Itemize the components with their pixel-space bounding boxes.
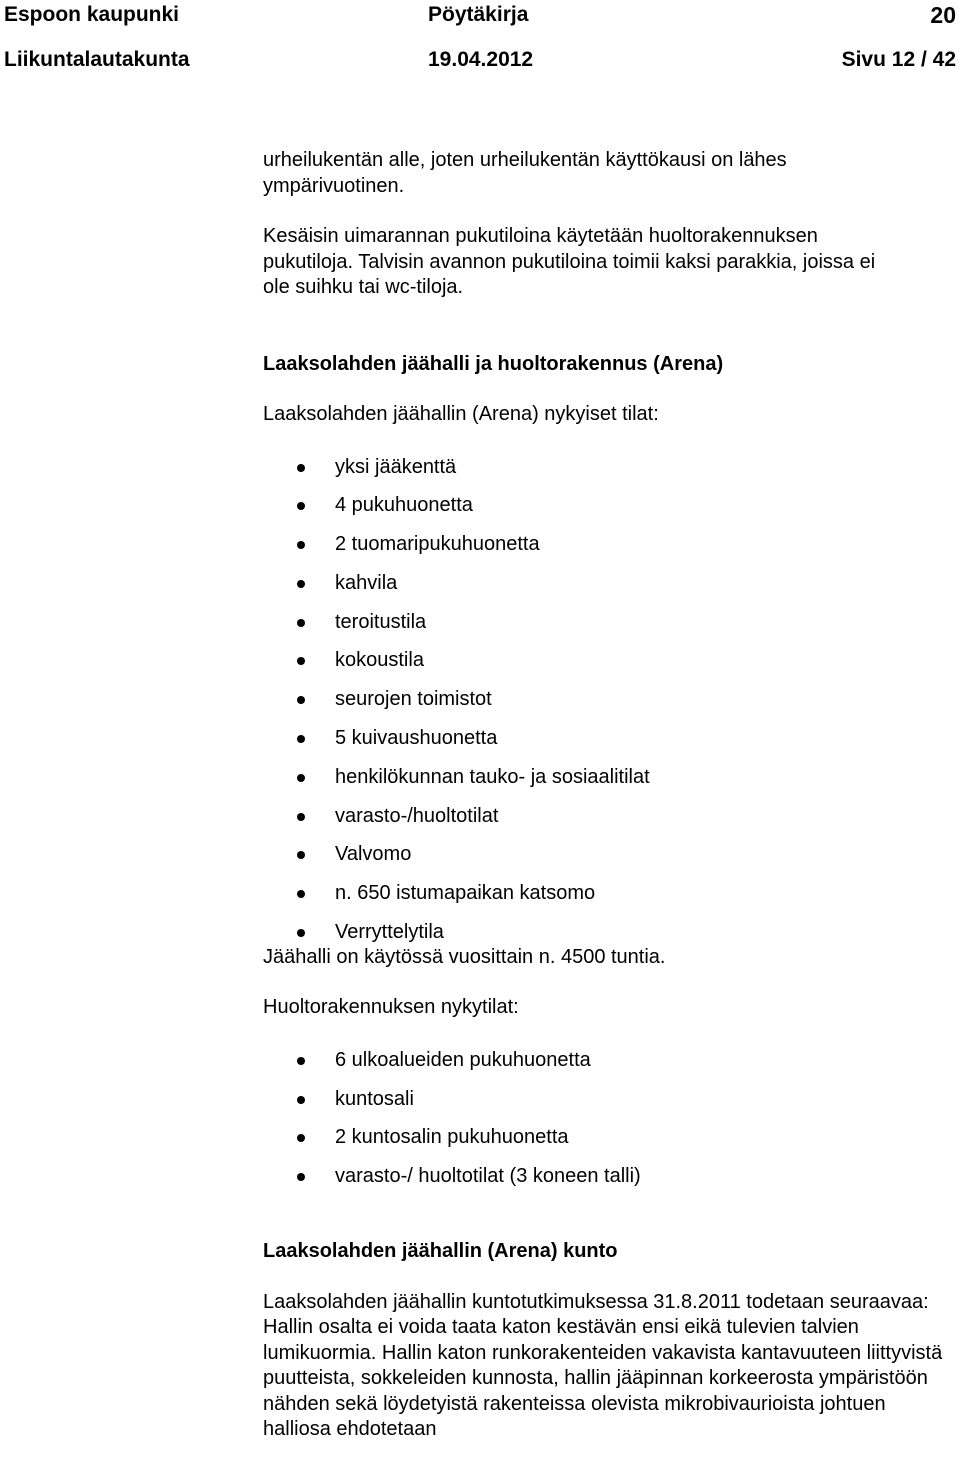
arena-heading: Laaksolahden jäähalli ja huoltorakennus (Arena) bbox=[263, 352, 724, 375]
list-item: teroitustila bbox=[263, 610, 943, 649]
condition-body: Laaksolahden jäähallin kuntotutkimuksessa 31.8.2011 todetaan seuraavaa: Hallin osalta ei voida taata katon kestävän ensi eikä tulevien talvien lumikuormia. Hallin katon runkorakenteiden vakavista kantavuuteen liittyvistä puutteista, sokkeleiden kunnosta, hallin jääpinnan korkeerosta ympäristöön nähden sekä löydetyistä rakenteissa olevista mikrobivaurioista johtuen halliosa ehdotetaan bbox=[263, 1290, 943, 1441]
list-item: 2 kuntosalin pukuhuonetta bbox=[263, 1125, 943, 1164]
section-number: 20 bbox=[930, 2, 956, 28]
list-item: 6 ulkoalueiden pukuhuonetta bbox=[263, 1048, 943, 1087]
page-number: Sivu 12 / 42 bbox=[841, 48, 956, 71]
intro-paragraph-1: urheilukentän alle, joten urheilukentän käyttökausi on lähes ympärivuotinen. bbox=[263, 149, 787, 197]
service-building-intro: Huoltorakennuksen nykytilat: bbox=[263, 996, 519, 1019]
board-name: Liikuntalautakunta bbox=[4, 48, 190, 71]
list-item: 2 tuomaripukuhuonetta bbox=[263, 532, 943, 571]
document-body bbox=[263, 148, 943, 1443]
arena-intro: Laaksolahden jäähallin (Arena) nykyiset tilat: bbox=[263, 403, 659, 425]
list-item: Verryttelytila bbox=[263, 920, 943, 959]
condition-heading: Laaksolahden jäähallin (Arena) kunto bbox=[263, 1240, 618, 1263]
list-item: yksi jääkenttä bbox=[263, 455, 943, 494]
meeting-date: 19.04.2012 bbox=[428, 48, 534, 71]
list-item: 5 kuivaushuonetta bbox=[263, 726, 943, 765]
header-row-2 bbox=[0, 45, 960, 75]
city-name: Espoon kaupunki bbox=[4, 3, 180, 26]
list-item: kokoustila bbox=[263, 648, 943, 687]
arena-usage: Jäähalli on käytössä vuosittain n. 4500 tuntia. bbox=[263, 945, 666, 968]
list-item: henkilökunnan tauko- ja sosiaalitilat bbox=[263, 765, 943, 804]
list-item: 4 pukuhuonetta bbox=[263, 493, 943, 532]
list-item: kuntosali bbox=[263, 1087, 943, 1126]
list-item: kahvila bbox=[263, 571, 943, 610]
arena-facilities-list bbox=[263, 455, 943, 959]
service-building-list bbox=[263, 1048, 943, 1203]
intro-paragraph-2: Kesäisin uimarannan pukutiloina käytetään huoltorakennuksen pukutiloja. Talvisin avannon pukutiloina toimii kaksi parakkia, joissa ei ole suihku tai wc-tiloja. bbox=[263, 225, 876, 298]
list-item: varasto-/ huoltotilat (3 koneen talli) bbox=[263, 1164, 943, 1203]
list-item: n. 650 istumapaikan katsomo bbox=[263, 881, 943, 920]
list-item: varasto-/huoltotilat bbox=[263, 804, 943, 843]
document-type: Pöytäkirja bbox=[428, 3, 529, 26]
list-item: seurojen toimistot bbox=[263, 687, 943, 726]
list-item: Valvomo bbox=[263, 842, 943, 881]
header-row-1 bbox=[0, 0, 960, 30]
